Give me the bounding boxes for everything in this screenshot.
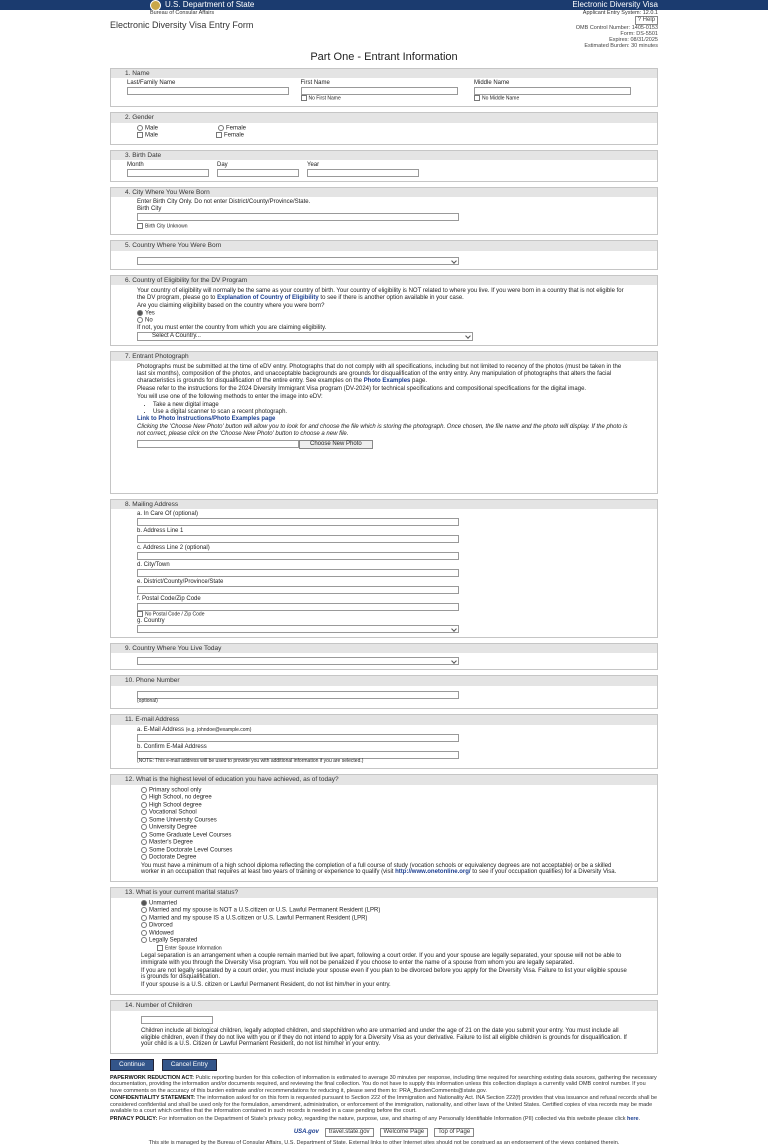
- section-mailing-address: 8. Mailing Address a. In Care Of (optional) b. Address Line 1 c. Address Line 2 (optional) d. City/Town e. District/County/Province/State f. Postal Code/Zip Code No Postal Code / Zip Code g. Country: [110, 499, 658, 638]
- section-country-live: [110, 643, 658, 670]
- section-title: 1. Name: [111, 69, 657, 78]
- section-title: 14. Number of Children: [111, 1001, 657, 1010]
- section-phone: 10. Phone Number (optional): [110, 675, 658, 709]
- section-gender: 2. Gender Male Female Male Female: [110, 112, 658, 144]
- section-name: 1. Name Last/Family Name First Name No First Name Middle Name No Middle Name: [110, 68, 658, 107]
- list-item[interactable]: [141, 839, 631, 846]
- education-option-radio[interactable]: [141, 787, 147, 793]
- section-title: 4. City Where You Were Born: [111, 188, 657, 197]
- onet-link[interactable]: http://www.onetonline.org/: [395, 869, 471, 876]
- email-input[interactable]: [137, 734, 459, 742]
- education-options: [141, 787, 631, 862]
- section-eligibility: 6. Country of Eligibility for the DV Program Your country of eligibility will normally be the same as your country of birth. Your country of eligibility is NOT related to where you live. If you were born in a country that is not eligible for the DV program, please go to Explanation of Country of Eligibility to see if there is another option available in your case. Are you claiming eligibility based on the country where you were born? Yes No If not, you must enter the country from which you are claiming eligibility. Select A Country...: [110, 275, 658, 346]
- list-item[interactable]: [141, 847, 631, 854]
- middle-name-input[interactable]: [474, 87, 631, 95]
- list-item[interactable]: [141, 930, 631, 937]
- section-children: 14. Number of Children Children include all biological children, legally adopted children, and stepchildren who are unmarried and under the age of 21 on the date you submit your entry. You must include all eligible children, even if they do not live with you or if they do not intend to apply for a Diversity Visa as your derivative. Failure to list all eligible children is grounds for disqualification. If your child is a U.S. Citizen or Lawful Permanent Resident, do not list him/her in your entry.: [110, 1000, 658, 1054]
- education-option-radio[interactable]: [141, 817, 147, 823]
- section-title: 3. Birth Date: [111, 151, 657, 160]
- marital-option-label: Unmarried: [149, 900, 178, 907]
- education-option-label: Primary school only: [149, 787, 202, 794]
- section-birth-city: 4. City Where You Were Born Enter Birth City Only. Do not enter District/County/Province/State. Birth City Birth City Unknown: [110, 187, 658, 235]
- birth-city-unknown-checkbox[interactable]: [137, 223, 143, 229]
- footer-link-welcome[interactable]: Welcome Page: [380, 1128, 429, 1137]
- usagov-logo[interactable]: USA.gov: [293, 1129, 319, 1136]
- section-marital-status: 13. What is your current marital status? Unmarried Married and my spouse is NOT a U.S.citizen or U.S. Lawful Permanent Resident (LPR) Married and my spouse IS a U.S.citizen or U.S. Lawful Permanent Resident (LPR) Divorced Widowed Legally Separated Enter Spouse Information Legal separation is an arrangement when a couple remain married but live apart, following a court order. If you and your spouse are legally separated, your spouse will not be able to immigrate with you through the Diversity Visa program. You will not be penalized if you choose to enter the name of a spouse from whom you are legally separated. If you are not legally separated by a court order, you must include your spouse even if you plan to be divorced before you apply for the Diversity Visa. Failure to list your eligible spouse is grounds for disqualification. If your spouse is a U.S. citizen or Lawful Permanent Resident, do not list him/her in your entry.: [110, 887, 658, 995]
- birth-city-input[interactable]: [137, 213, 459, 221]
- section-title: 10. Phone Number: [111, 676, 657, 685]
- last-name-label: Last/Family Name: [127, 80, 176, 87]
- first-name-label: First Name: [300, 80, 330, 87]
- female-checkbox[interactable]: [216, 132, 222, 138]
- list-item[interactable]: [141, 809, 631, 816]
- site-header: [0, 0, 768, 10]
- continue-button[interactable]: Continue: [110, 1059, 154, 1070]
- country-live-select[interactable]: [137, 657, 459, 665]
- education-option-radio[interactable]: [141, 847, 147, 853]
- marital-option-radio[interactable]: [141, 915, 147, 921]
- marital-option-label: Legally Separated: [149, 937, 198, 944]
- expires: Expires: 08/31/2025: [609, 37, 658, 43]
- section-title: 5. Country Where You Were Born: [111, 241, 657, 250]
- section-title: 13. What is your current marital status?: [111, 888, 657, 897]
- state-input[interactable]: [137, 586, 459, 594]
- privacy-link[interactable]: here: [627, 1115, 639, 1122]
- list-item[interactable]: [141, 915, 631, 922]
- education-option-label: High School degree: [149, 802, 202, 809]
- section-title: 9. Country Where You Live Today: [111, 644, 657, 653]
- form-header: [0, 16, 768, 49]
- spouse-info-checkbox[interactable]: [157, 945, 163, 951]
- education-option-label: Some University Courses: [149, 817, 217, 824]
- education-option-label: Some Doctorate Level Courses: [149, 847, 233, 854]
- no-first-name-checkbox[interactable]: [301, 95, 307, 101]
- section-email: 11. E-mail Address a. E-Mail Address (e.g. johndoe@example.com) b. Confirm E-Mail Address (NOTE: This e-mail address will be used to provide you with additional information if you are selected.): [110, 714, 658, 769]
- last-name-input[interactable]: [127, 87, 289, 95]
- form-number: Form: DS-5501: [620, 30, 658, 37]
- education-option-label: Master's Degree: [149, 839, 193, 846]
- marital-option-label: Widowed: [149, 930, 174, 937]
- list-item[interactable]: [141, 817, 631, 824]
- agency-name: U.S. Department of State: [165, 0, 255, 10]
- education-option-radio[interactable]: [141, 839, 147, 845]
- education-option-label: Doctorate Degree: [149, 854, 197, 861]
- care-of-input[interactable]: [137, 518, 459, 526]
- address-line2-input[interactable]: [137, 552, 459, 560]
- eligibility-link[interactable]: Explanation of Country of Eligibility: [217, 295, 319, 302]
- bureau-name: Bureau of Consular Affairs: [150, 10, 215, 16]
- marital-option-radio[interactable]: [141, 907, 147, 913]
- education-option-radio[interactable]: [141, 854, 147, 860]
- list-item[interactable]: [141, 824, 631, 831]
- section-birth-date: 3. Birth Date Month Day Year: [110, 150, 658, 182]
- help-button[interactable]: ? Help: [635, 16, 658, 25]
- birth-country-select[interactable]: [137, 257, 459, 265]
- list-item[interactable]: [141, 937, 631, 944]
- marital-option-label: Married and my spouse is NOT a U.S.citizen or U.S. Lawful Permanent Resident (LPR): [149, 907, 381, 914]
- marital-option-radio[interactable]: [141, 937, 147, 943]
- list-item[interactable]: [141, 900, 631, 907]
- education-option-radio[interactable]: [141, 802, 147, 808]
- marital-option-radio[interactable]: [141, 922, 147, 928]
- photo-examples-link[interactable]: Photo Examples: [363, 377, 411, 384]
- no-middle-name-checkbox[interactable]: [474, 95, 480, 101]
- education-option-label: Some Graduate Level Courses: [149, 832, 232, 839]
- photo-file-input[interactable]: [137, 440, 299, 448]
- birth-day-input[interactable]: [217, 169, 299, 177]
- section-birth-country: [110, 240, 658, 269]
- footer: PAPERWORK REDUCTION ACT: Public reporting burden for this collection of information is estimated to average 30 minutes per response, including time required for searching existing data sources, gathering the necessary documentation, providing the information and/or documents required, and reviewing the final collection. You do not have to supply this information unless this collection displays a currently valid OMB control number. If you have comments on the accuracy of this burden estimate and/or recommendations for reducing it, please send them to: PRA_BurdenComments@state.gov. CONFIDENTIALITY STATEMENT: The information asked for on this form is requested pursuant to Section 222 of the Immigration and Nationality Act. INA Section 222(f) provides that visa issuance and refusal records shall be considered confidential and shall be used only for the formulation, amendment, administration, or enforcement of the immigration, nationality, and other laws of the United States. Certified copies of visa records may be made available to a court which certifies that the information contained in such records is needed in a case pending before the court. PRIVACY POLICY: For information on the Department of State's privacy policy, regarding the nature, purpose, use, and sharing of any Personally Identifiable Information (PII) collected via this website please click here. USA.gov travel.state.gov Welcome Page Top of Page This site is managed by the Bureau of Consular Affairs, U.S. Department of State. External links to other Internet sites should not be construed as an endorsement of the views contained therein.: [110, 1074, 658, 1147]
- marital-option-label: Divorced: [149, 922, 173, 929]
- state-department-seal-icon: [150, 0, 161, 11]
- section-photo: 7. Entrant Photograph Photographs must be submitted at the time of eDV entry. Photographs that do not comply with all specifications, including but not limited to recency of the photos (must be taken in the last six months), composition of the photos, and unacceptable backgrounds are grounds for disqualification of the entry entry. Any manipulation of photographs that alters the facial characteristics is grounds for disqualification of the entire entry. See examples on the Photo Examples page. Please refer to the instructions for the 2024 Diversity Immigrant Visa program (DV-2024) for technical specifications and compositional specifications for the digital image. You will use one of the following methods to enter the image into eDV: • Take a new digital image • Use a digital scanner to scan a recent photograph. Link to Photo Instructions/Photo Examples page Clicking the 'Choose New Photo' button will allow you to look for and choose the file which is storing the photograph. Once chosen, the file name and the photo will display. If the photo is not correct, please click on the 'Choose New Photo' button to choose a new file. Choose New Photo: [110, 351, 658, 494]
- male-checkbox[interactable]: [137, 132, 143, 138]
- omb-number: OMB Control Number: 1405-0153: [575, 24, 658, 31]
- list-item[interactable]: [141, 854, 631, 861]
- section-title: 2. Gender: [111, 113, 657, 122]
- education-option-radio[interactable]: [141, 809, 147, 815]
- marital-option-label: Married and my spouse IS a U.S.citizen or U.S. Lawful Permanent Resident (LPR): [149, 915, 368, 922]
- phone-input[interactable]: [137, 691, 459, 699]
- education-option-label: Vocational School: [149, 809, 197, 816]
- form-title: Electronic Diversity Visa Entry Form: [110, 20, 254, 31]
- birth-month-input[interactable]: [127, 169, 209, 177]
- section-title: 7. Entrant Photograph: [111, 352, 657, 361]
- middle-name-label: Middle Name: [474, 80, 510, 87]
- footer-link-travel[interactable]: travel.state.gov: [325, 1128, 374, 1137]
- cancel-entry-button[interactable]: Cancel Entry: [162, 1059, 217, 1070]
- marital-option-radio[interactable]: [141, 900, 147, 906]
- part-title: Part One - Entrant Information: [310, 51, 458, 64]
- postal-code-input[interactable]: [137, 603, 459, 611]
- section-education: 12. What is the highest level of education you have achieved, as of today? Primary school only High School, no degree High School degree Vocational School Some University Courses University Degree Some Graduate Level Courses Master's Degree Some Doctorate Level Courses Doctorate Degree You must have a minimum of a high school diploma reflecting the completion of a full course of study (vocation schools or equivalency degrees are not acceptable) or be a skilled worker in an occupation that requires at least two years of training or experience to qualify (visit http://www.onetonline.org/ to see if your occupation qualifies) for a Diversity Visa.: [110, 774, 658, 882]
- list-item[interactable]: [141, 802, 631, 809]
- eligibility-country-select[interactable]: Select A Country...: [137, 332, 473, 341]
- section-title: 12. What is the highest level of education you have achieved, as of today?: [111, 775, 657, 784]
- app-name: Electronic Diversity Visa: [572, 0, 658, 10]
- education-option-label: University Degree: [149, 824, 197, 831]
- list-item[interactable]: [141, 832, 631, 839]
- section-title: 11. E-mail Address: [111, 715, 657, 724]
- city-input[interactable]: [137, 569, 459, 577]
- photo-instructions-link[interactable]: Link to Photo Instructions/Photo Examples page: [137, 416, 276, 423]
- choose-photo-button[interactable]: Choose New Photo: [299, 440, 373, 449]
- first-name-input[interactable]: [301, 87, 458, 95]
- birth-year-input[interactable]: [307, 169, 419, 177]
- burden: Estimated Burden: 30 minutes: [584, 43, 658, 50]
- system-version: Applicant Entry System: 12.0.1: [582, 10, 658, 16]
- footer-link-top[interactable]: Top of Page: [434, 1128, 474, 1137]
- children-count-input[interactable]: [141, 1016, 213, 1024]
- section-title: 6. Country of Eligibility for the DV Program: [111, 276, 657, 285]
- education-option-label: High School, no degree: [149, 794, 212, 801]
- education-option-radio[interactable]: [141, 794, 147, 800]
- male-radio[interactable]: [137, 125, 143, 131]
- education-option-radio[interactable]: [141, 824, 147, 830]
- marital-option-radio[interactable]: [141, 930, 147, 936]
- list-item[interactable]: [141, 794, 631, 801]
- section-title: 8. Mailing Address: [111, 500, 657, 509]
- no-postal-code-checkbox[interactable]: [137, 611, 143, 617]
- eligibility-no-radio[interactable]: [137, 317, 143, 323]
- list-item[interactable]: [141, 787, 631, 794]
- female-radio[interactable]: [218, 125, 224, 131]
- education-option-radio[interactable]: [141, 832, 147, 838]
- marital-options: [141, 900, 631, 945]
- eligibility-yes-radio[interactable]: [137, 310, 143, 316]
- form-meta: [576, 16, 658, 49]
- list-item[interactable]: [141, 907, 631, 914]
- address-line1-input[interactable]: [137, 535, 459, 543]
- mailing-country-select[interactable]: [137, 625, 459, 633]
- list-item[interactable]: [141, 922, 631, 929]
